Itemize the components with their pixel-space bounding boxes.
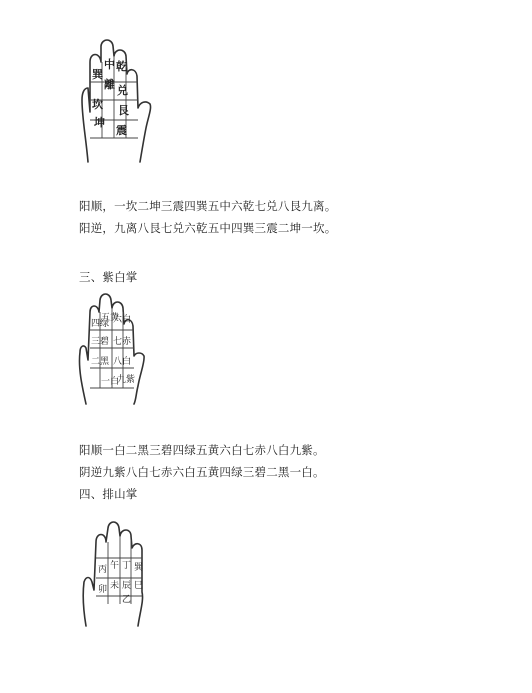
- hand3-label-8: 卯: [98, 585, 108, 595]
- hand3-label-2: 午: [110, 561, 120, 571]
- hand3-label-4: 巽: [134, 563, 144, 573]
- hand3-label-7: 辰: [122, 581, 132, 591]
- hand2-label-7: 八白: [113, 357, 132, 367]
- hand2-label-8: 一白: [101, 377, 120, 387]
- hand1-label-2: 中: [104, 58, 115, 71]
- hand2-label-6: 二黑: [91, 357, 110, 367]
- hand1-label-6: 坎: [92, 98, 103, 111]
- hand2-label-2: 五黄: [101, 313, 120, 323]
- hand2-label-9: 九紫: [117, 375, 136, 385]
- hand1-label-1: 巽: [92, 68, 103, 81]
- hand2-label-3: 六白: [113, 315, 132, 325]
- hand1-label-7: 艮: [118, 104, 129, 117]
- hand3-label-3: 丁: [122, 561, 132, 571]
- section-heading-paishan: 四、排山掌: [79, 487, 138, 501]
- hand3-label-9: 乙: [122, 595, 132, 605]
- hand-diagram-3: [78, 518, 168, 630]
- hand2-label-1: 四绿: [91, 319, 110, 329]
- hand-diagram-1: [74, 38, 164, 166]
- text-line-yang-forward: 阳顺，一坎二坤三震四巽五中六乾七兑八艮九离。: [79, 199, 337, 213]
- hand2-label-5: 七赤: [113, 337, 132, 347]
- hand-diagram-2: [72, 290, 152, 408]
- text-line-yang-reverse: 阳逆，九离八艮七兑六乾五中四巽三震二坤一坎。: [79, 221, 337, 235]
- hand3-label-5: 未: [110, 581, 120, 591]
- hand2-label-4: 三碧: [91, 337, 110, 347]
- section-heading-zibai: 三、紫白掌: [79, 270, 138, 284]
- hand1-label-9: 震: [116, 124, 127, 137]
- hand1-label-8: 坤: [94, 116, 105, 129]
- hand3-label-6: 巳: [134, 581, 144, 591]
- text-line-zibai-forward: 阳顺一白二黑三碧四绿五黄六白七赤八白九紫。: [79, 443, 325, 457]
- hand1-label-5: 兑: [117, 84, 128, 97]
- hand1-label-4: 離: [104, 78, 115, 91]
- text-line-zibai-reverse: 阴逆九紫八白七赤六白五黄四绿三碧二黑一白。: [79, 465, 325, 479]
- hand1-label-3: 乾: [116, 60, 127, 73]
- hand3-label-1: 丙: [98, 565, 108, 575]
